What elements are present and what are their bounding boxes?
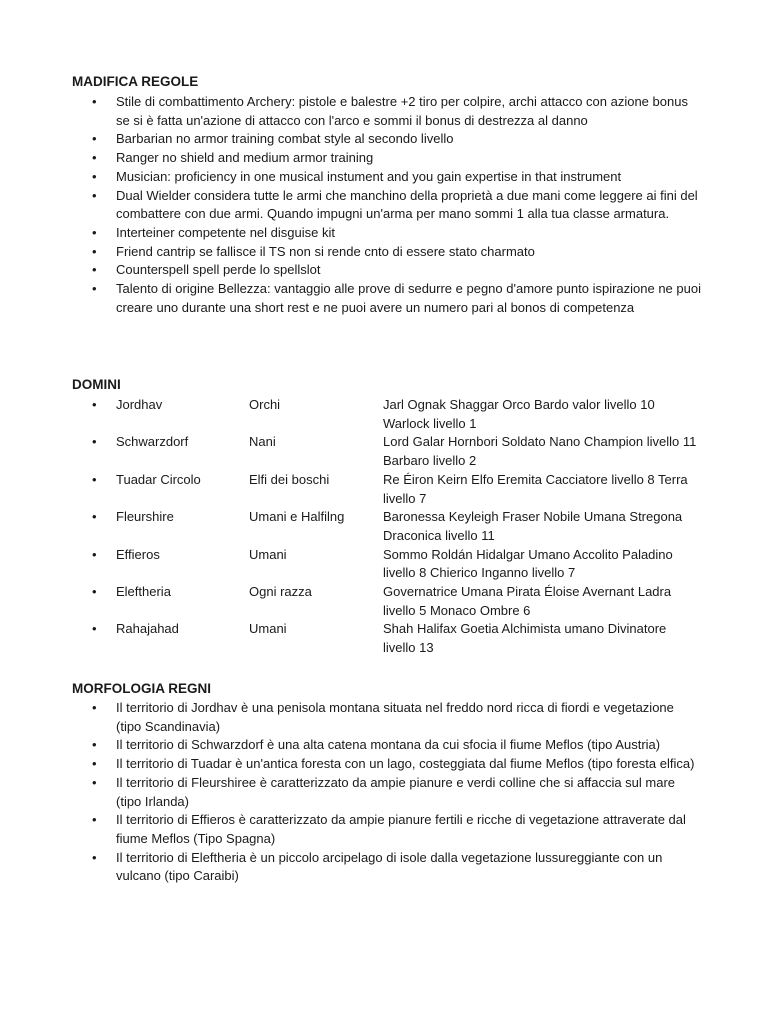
domain-row — [72, 433, 712, 470]
list-item: • Counterspell spell perde lo spellslot — [72, 261, 702, 280]
domain-row — [72, 583, 712, 620]
domain-race: Umani — [249, 621, 287, 637]
section-title-rules: MADIFICA REGOLE — [72, 74, 199, 89]
domain-name: Eleftheria — [116, 584, 171, 600]
domain-row — [72, 508, 712, 545]
list-item: • Talento di origine Bellezza: vantaggio alle prove di sedurre e pegno d'amore punto ispirazione ne puoi creare uno durante una short rest e ne puoi avere un numero pari al bonos di competenza — [72, 280, 702, 317]
list-item: • Interteiner competente nel disguise kit — [72, 224, 702, 243]
list-item: • Il territorio di Fleurshiree è caratterizzato da ampie pianure e verdi colline che si affaccia sul mare (tipo Irlanda) — [72, 774, 702, 811]
morphology-list — [72, 699, 702, 886]
domain-race: Ogni razza — [249, 584, 312, 600]
list-item: • Stile di combattimento Archery: pistole e balestre +2 tiro per colpire, archi attacco con azione bonus se si è fatta un'azione di attacco con l'arco e sommi il bonus di destrezza al danno — [72, 93, 702, 130]
domain-row — [72, 620, 712, 657]
domains-table — [72, 396, 712, 658]
domain-ruler: Lord Galar Hornbori Soldato Nano Champion livello 11 Barbaro livello 2 — [383, 434, 697, 469]
list-item: • Ranger no shield and medium armor training — [72, 149, 702, 168]
domain-row — [72, 471, 712, 508]
list-item: • Il territorio di Jordhav è una penisola montana situata nel freddo nord ricca di fiordi e vegetazione (tipo Scandinavia) — [72, 699, 702, 736]
list-item: • Il territorio di Tuadar è un'antica foresta con un lago, costeggiata dal fiume Meflos (tipo foresta elfica) — [72, 755, 702, 774]
list-item: • Friend cantrip se fallisce il TS non si rende cnto di essere stato charmato — [72, 243, 702, 262]
domain-race: Umani — [249, 546, 287, 562]
domain-race: Umani e Halfilng — [249, 509, 345, 525]
domain-name: Tuadar Circolo — [116, 471, 201, 487]
list-item: • Il territorio di Eleftheria è un piccolo arcipelago di isole dalla vegetazione lussureggiante con un vulcano (tipo Caraibi) — [72, 849, 702, 886]
domain-row — [72, 396, 712, 433]
domain-ruler: Re Éiron Keirn Elfo Eremita Cacciatore livello 8 Terra livello 7 — [383, 471, 688, 506]
section-title-morphology: MORFOLOGIA REGNI — [72, 681, 211, 696]
section-title-domains: DOMINI — [72, 377, 121, 392]
list-item: • Musician: proficiency in one musical instument and you gain expertise in that instrument — [72, 168, 702, 187]
rules-list — [72, 93, 702, 317]
list-item: • Dual Wielder considera tutte le armi che manchino della proprietà a due mani come leggere ai fini del combattere con due armi. Quando impugni un'arma per mano sommi 1 alla tua classe armatura. — [72, 187, 702, 224]
domain-name: Effieros — [116, 546, 160, 562]
domain-ruler: Jarl Ognak Shaggar Orco Bardo valor livello 10 Warlock livello 1 — [383, 397, 655, 431]
domain-race: Orchi — [249, 397, 281, 412]
domain-ruler: Shah Halifax Goetia Alchimista umano Divinatore livello 13 — [383, 621, 667, 656]
domain-race: Nani — [249, 434, 276, 450]
domain-race: Elfi dei boschi — [249, 471, 330, 487]
domain-ruler: Sommo Roldán Hidalgar Umano Accolito Paladino livello 8 Chierico Inganno livello 7 — [383, 546, 673, 581]
list-item: • Il territorio di Schwarzdorf è una alta catena montana da cui sfocia il fiume Meflos (tipo Austria) — [72, 736, 702, 755]
domain-name: Jordhav — [116, 397, 163, 412]
domain-ruler: Governatrice Umana Pirata Éloise Avernant Ladra livello 5 Monaco Ombre 6 — [383, 584, 672, 618]
domain-name: Fleurshire — [116, 509, 174, 525]
domain-name: Schwarzdorf — [116, 434, 189, 450]
domain-row — [72, 546, 712, 583]
domain-name: Rahajahad — [116, 621, 179, 637]
list-item: • Il territorio di Effieros è caratterizzato da ampie pianure fertili e ricche di vegetazione attraverate dal fiume Meflos (Tipo Spagna) — [72, 811, 702, 848]
list-item: • Barbarian no armor training combat style al secondo livello — [72, 130, 702, 149]
domain-ruler: Baronessa Keyleigh Fraser Nobile Umana Stregona Draconica livello 11 — [383, 509, 683, 543]
